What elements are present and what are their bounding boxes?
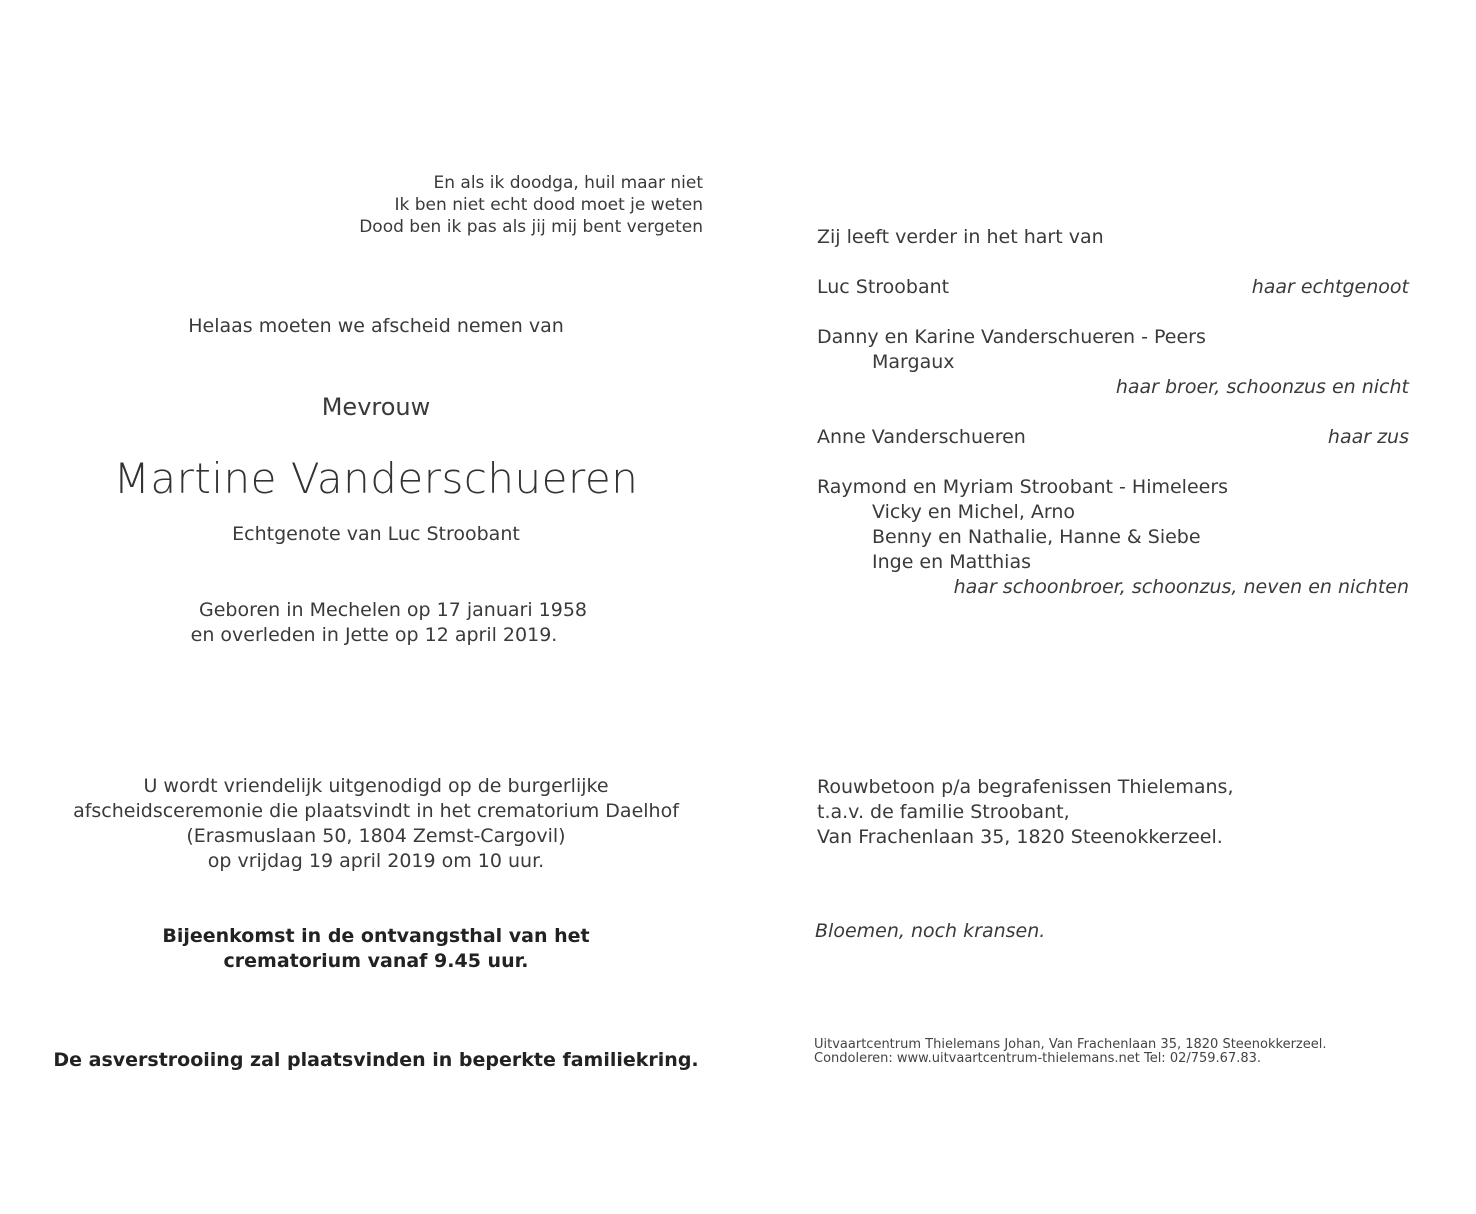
funeral-home-footer bbox=[814, 1038, 1327, 1066]
intro-text: Helaas moeten we afscheid nemen van bbox=[188, 315, 564, 337]
poem bbox=[359, 172, 703, 238]
ceremony-line: afscheidsceremonie die plaatsvindt in het crematorium Daelhof bbox=[73, 800, 679, 822]
family-name-inlaws: Raymond en Myriam Stroobant - Himeleers bbox=[817, 476, 1229, 498]
poem-line: Dood ben ik pas als jij mij bent vergeten bbox=[359, 217, 703, 237]
ceremony-line: (Erasmuslaan 50, 1804 Zemst-Cargovil) bbox=[186, 825, 566, 847]
family-name-brother: Danny en Karine Vanderschueren - Peers bbox=[817, 326, 1206, 348]
ashes-notice: De asverstrooiing zal plaatsvinden in beperkte familiekring. bbox=[53, 1049, 699, 1071]
death-line: en overleden in Jette op 12 april 2019. bbox=[190, 624, 558, 646]
family-entry-husband bbox=[817, 276, 1409, 301]
family-child: Margaux bbox=[872, 351, 955, 373]
family-role-brother: haar broer, schoonzus en nicht bbox=[1115, 376, 1409, 398]
flowers-notice: Bloemen, noch kransen. bbox=[815, 920, 1046, 942]
family-child: Benny en Nathalie, Hanne & Siebe bbox=[872, 526, 1201, 548]
family-heading: Zij leeft verder in het hart van bbox=[817, 226, 1104, 248]
honorific: Mevrouw bbox=[321, 393, 431, 421]
family-role: haar zus bbox=[1327, 426, 1409, 448]
deceased-name: Martine Vanderschueren bbox=[113, 454, 639, 503]
ceremony-line: U wordt vriendelijk uitgenodigd op de burgerlijke bbox=[143, 775, 609, 797]
birth-line: Geboren in Mechelen op 17 januari 1958 bbox=[198, 599, 587, 621]
ceremony-line: op vrijdag 19 april 2019 om 10 uur. bbox=[207, 850, 545, 872]
family-child: Vicky en Michel, Arno bbox=[872, 501, 1076, 523]
footer-line: Uitvaartcentrum Thielemans Johan, Van Frachenlaan 35, 1820 Steenokkerzeel. bbox=[814, 1037, 1327, 1052]
gathering-info bbox=[0, 924, 752, 974]
poem-line: En als ik doodga, huil maar niet bbox=[433, 173, 703, 193]
life-dates bbox=[0, 598, 786, 648]
address-line: Van Frachenlaan 35, 1820 Steenokkerzeel. bbox=[817, 826, 1223, 848]
gathering-line: crematorium vanaf 9.45 uur. bbox=[223, 950, 529, 972]
family-child: Inge en Matthias bbox=[872, 551, 1032, 573]
poem-line: Ik ben niet echt dood moet je weten bbox=[394, 195, 703, 215]
family-name: Anne Vanderschueren bbox=[817, 426, 1026, 448]
address-line: Rouwbetoon p/a begrafenissen Thielemans, bbox=[817, 776, 1234, 798]
family-entry-sister bbox=[817, 426, 1409, 451]
family-role: haar echtgenoot bbox=[1251, 276, 1409, 298]
condolence-address bbox=[817, 775, 1233, 850]
gathering-line: Bijeenkomst in de ontvangsthal van het bbox=[162, 925, 590, 947]
spouse-line: Echtgenote van Luc Stroobant bbox=[232, 523, 520, 545]
ceremony-invitation bbox=[0, 774, 752, 874]
address-line: t.a.v. de familie Stroobant, bbox=[817, 801, 1070, 823]
footer-line: Condoleren: www.uitvaartcentrum-thielemans.net Tel: 02/759.67.83. bbox=[814, 1051, 1262, 1066]
family-role-inlaws: haar schoonbroer, schoonzus, neven en nichten bbox=[953, 576, 1409, 598]
family-name: Luc Stroobant bbox=[817, 276, 950, 298]
